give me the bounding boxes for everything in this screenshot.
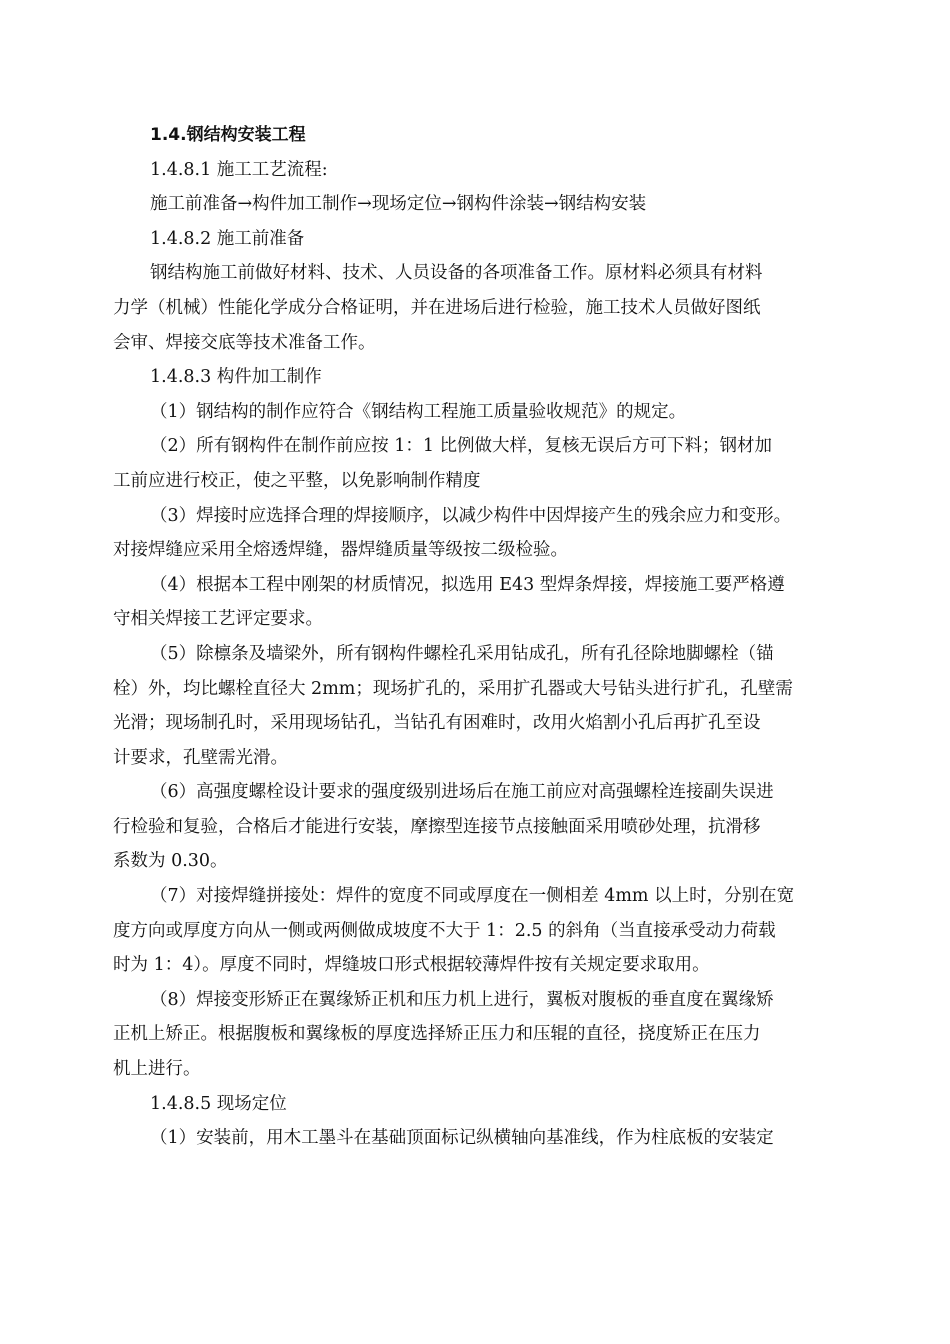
text-line: 系数为 0.30。 [113,851,228,872]
section-title: 1.4.钢结构安装工程 [150,125,306,145]
text-line: （1）安装前，用木工墨斗在基础顶面标记纵横轴向基准线，作为柱底板的安装定 [150,1128,774,1149]
text-line: （4）根据本工程中刚架的材质情况，拟选用 E43 型焊条焊接，焊接施工要严格遵 [150,574,785,595]
text-line: 力学（机械）性能化学成分合格证明，并在进场后进行检验，施工技术人员做好图纸 [113,297,761,318]
text-line: （6）高强度螺栓设计要求的强度级别进场后在施工前应对高强螺栓连接副失误进 [150,782,774,803]
text-line: 施工前准备→构件加工制作→现场定位→钢构件涂装→钢结构安装 [150,194,647,215]
text-line: 计要求，孔壁需光滑。 [113,747,288,768]
text-line: （1）钢结构的制作应符合《钢结构工程施工质量验收规范》的规定。 [150,401,687,422]
text-line: 守相关焊接工艺评定要求。 [113,609,323,630]
text-line: （8）焊接变形矫正在翼缘矫正机和压力机上进行，翼板对腹板的垂直度在翼缘矫 [150,989,774,1010]
text-line: 1.4.8.2 施工前准备 [150,228,305,249]
text-line: 光滑；现场制孔时，采用现场钻孔，当钻孔有困难时，改用火焰割小孔后再扩孔至设 [113,713,761,734]
text-line: 1.4.8.3 构件加工制作 [150,367,322,388]
document-body [113,118,838,1156]
text-line: 1.4.8.1 施工工艺流程: [150,159,328,180]
text-line: （7）对接焊缝拼接处：焊件的宽度不同或厚度在一侧相差 4mm 以上时，分别在宽 [150,886,795,907]
text-line: （3）焊接时应选择合理的焊接顺序，以减少构件中因焊接产生的残余应力和变形。 [150,505,792,526]
text-line: 正机上矫正。根据腹板和翼缘板的厚度选择矫正压力和压辊的直径，挠度矫正在压力 [113,1024,761,1045]
text-line: 度方向或厚度方向从一侧或两侧做成坡度不大于 1：2.5 的斜角（当直接承受动力荷载 [113,920,776,941]
text-line: 行检验和复验，合格后才能进行安装，摩擦型连接节点接触面采用喷砂处理，抗滑移 [113,816,761,837]
text-line: 1.4.8.5 现场定位 [150,1093,287,1114]
text-line: 时为 1：4）。厚度不同时，焊缝坡口形式根据较薄焊件按有关规定要求取用。 [113,955,710,976]
text-line: 对接焊缝应采用全熔透焊缝，器焊缝质量等级按二级检验。 [113,540,568,561]
text-line: （5）除檩条及墙梁外，所有钢构件螺栓孔采用钻成孔，所有孔径除地脚螺栓（锚 [150,643,774,664]
text-line: （2）所有钢构件在制作前应按 1：1 比例做大样，复核无误后方可下料；钢材加 [150,436,773,457]
paragraph-lines [113,153,838,1156]
text-line: 工前应进行校正，使之平整，以免影响制作精度 [113,470,481,491]
text-line: 钢结构施工前做好材料、技术、人员设备的各项准备工作。原材料必须具有材料 [150,263,763,284]
text-line: 机上进行。 [113,1059,201,1080]
text-line: 会审、焊接交底等技术准备工作。 [113,332,376,353]
text-line: 栓）外，均比螺栓直径大 2mm；现场扩孔的，采用扩孔器或大号钻头进行扩孔，孔壁需 [113,678,793,699]
